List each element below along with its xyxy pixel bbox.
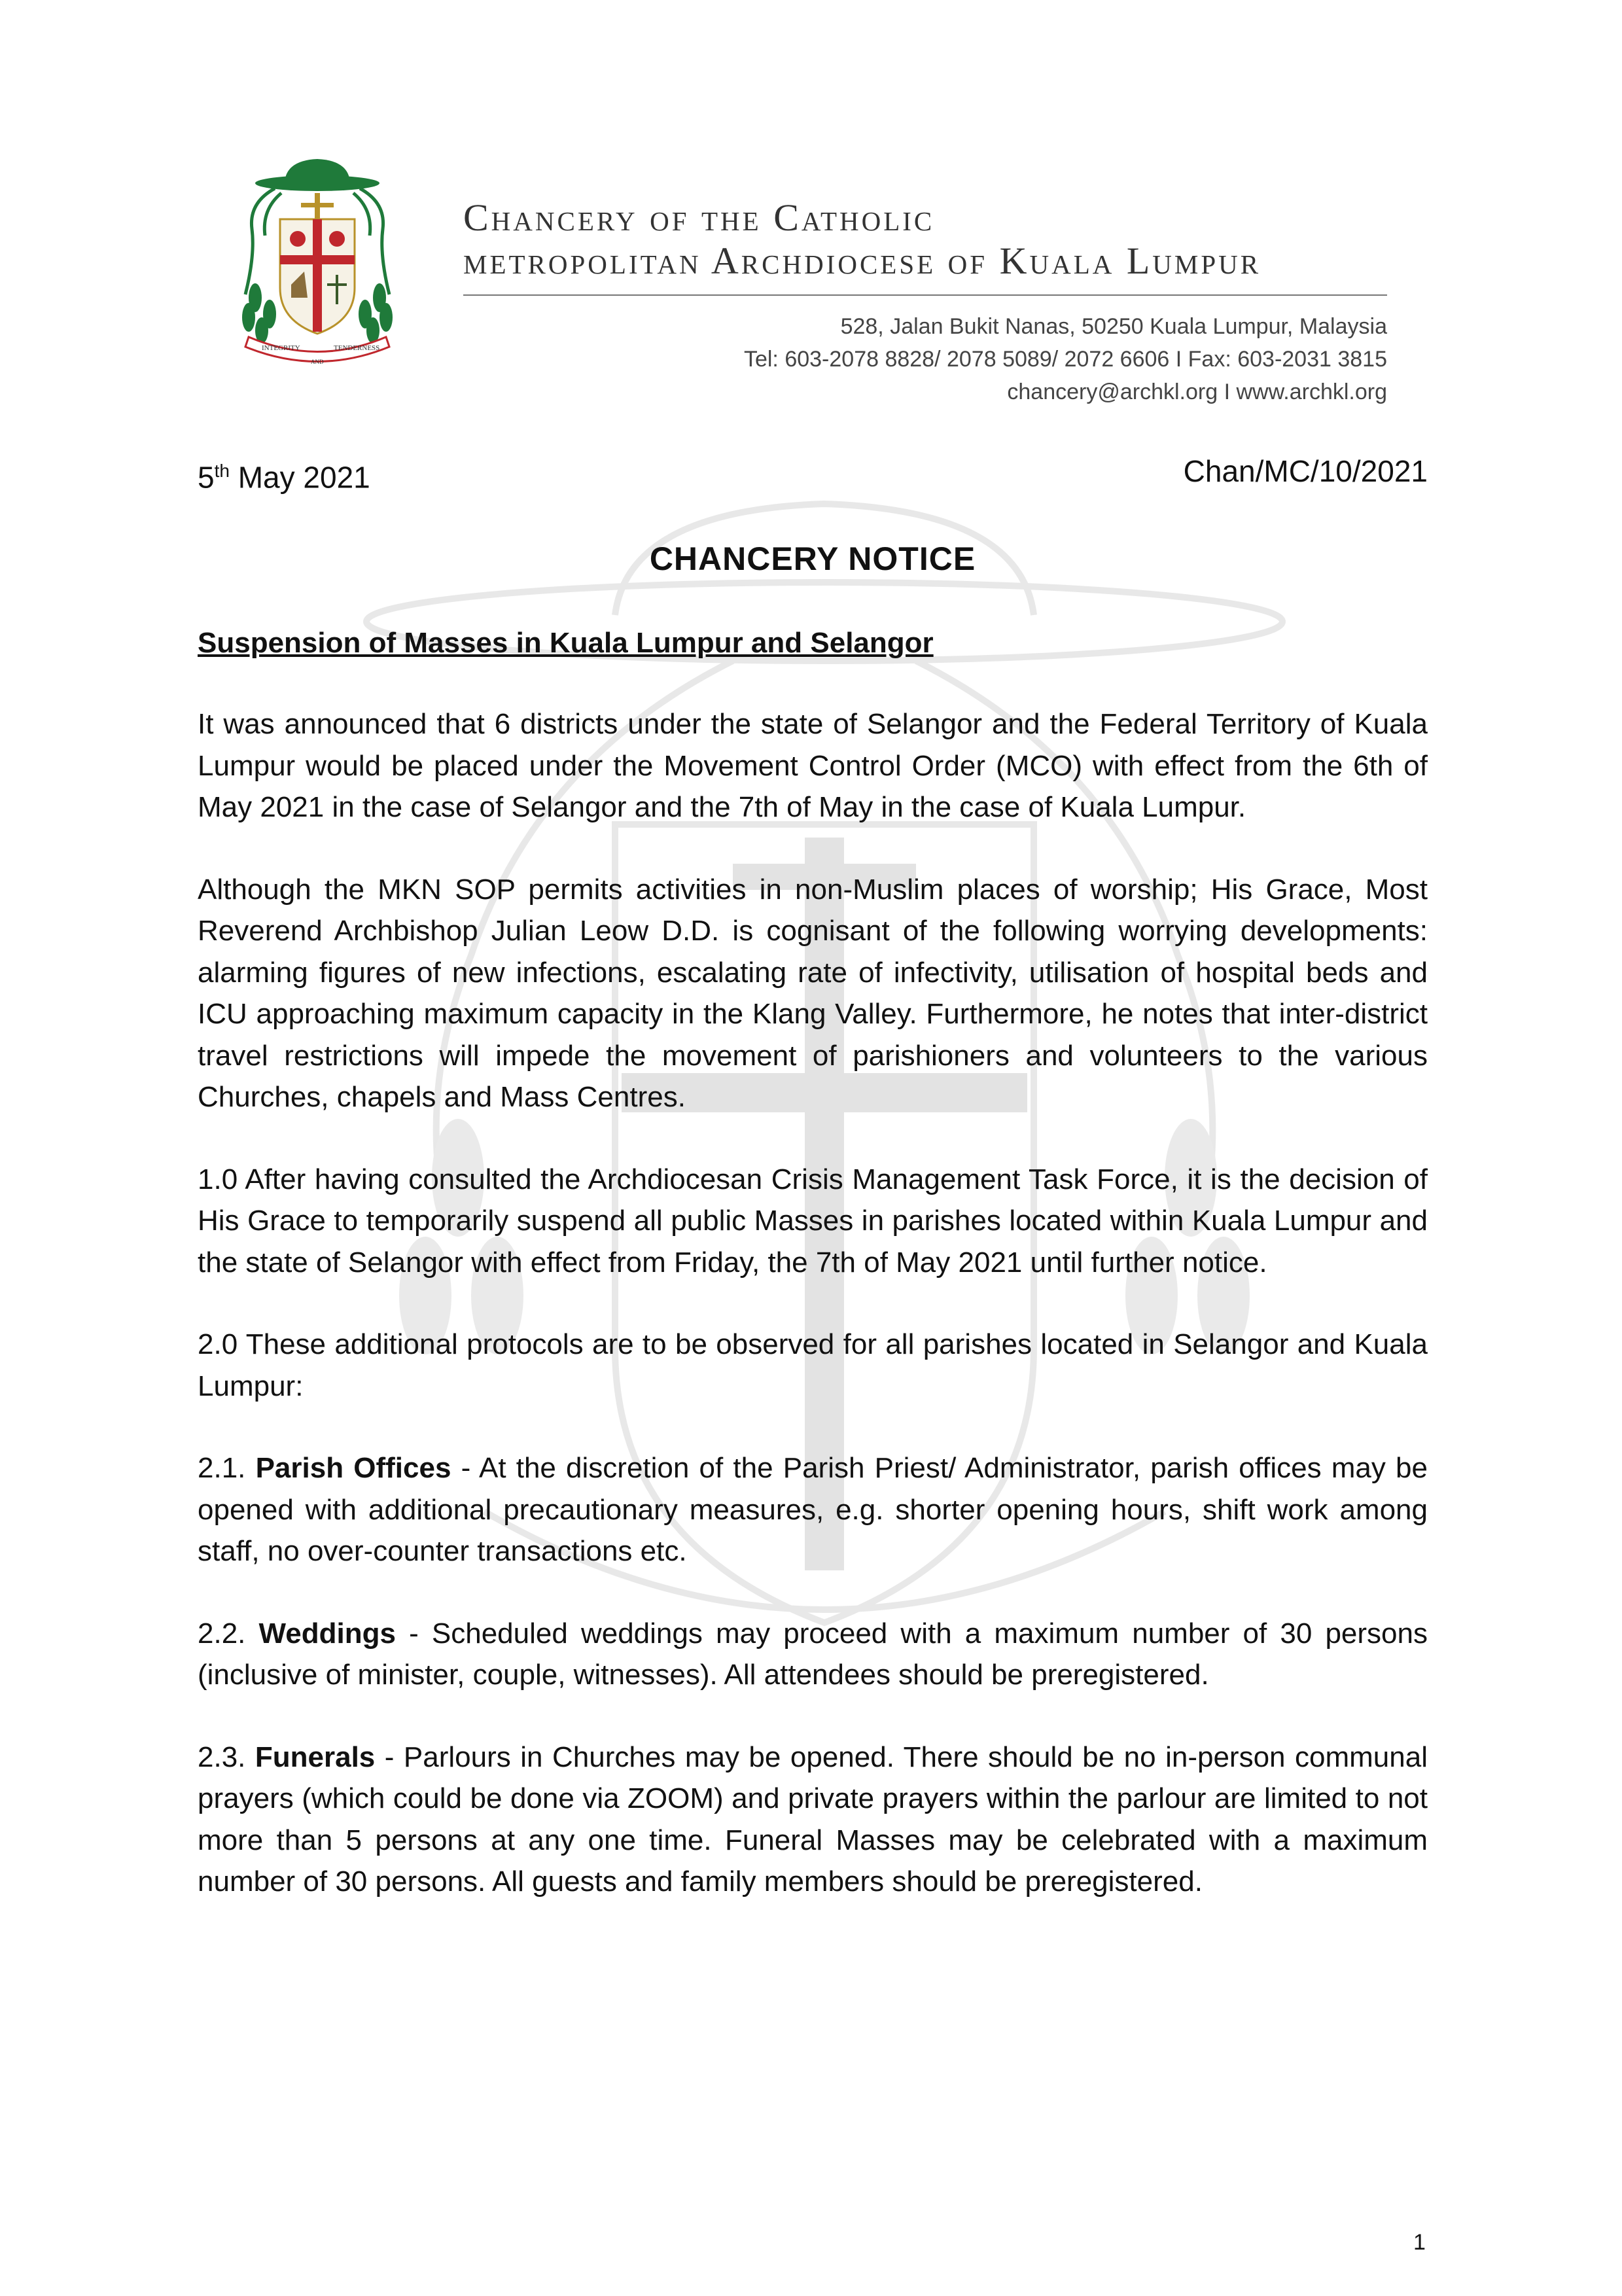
protocol-heading: Parish Offices — [255, 1452, 451, 1485]
protocol-funerals — [198, 1737, 1428, 1903]
address-line-3: chancery@archkl.org I www.archkl.org — [1007, 380, 1387, 404]
address-line-1: 528, Jalan Bukit Nanas, 50250 Kuala Lumpur, Malaysia — [840, 314, 1387, 339]
paragraph-protocols-intro: 2.0 These additional protocols are to be observed for all parishes located in Selangor and Kuala Lumpur: — [198, 1328, 1428, 1402]
letterhead — [463, 196, 1387, 408]
paragraph-decision: 1.0 After having consulted the Archdiocesan Crisis Management Task Force, it is the decision of His Grace to temporarily suspend all public Masses in parishes located within Kuala Lumpur and the state of Selangor with effect from Friday, the 7th of May 2021 until further notice. — [198, 1163, 1428, 1279]
protocol-heading: Weddings — [258, 1617, 396, 1650]
protocol-parish-offices — [198, 1447, 1428, 1572]
protocol-number: 2.2. — [198, 1617, 259, 1650]
date-month-year: May 2021 — [229, 460, 370, 495]
paragraph-announcement: It was announced that 6 districts under the state of Selangor and the Federal Territory of Kuala Lumpur would be placed under the Movement Control Order (MCO) with effect from the 6th of May 2021 in the case of Selangor and the 7th of May in the case of Kuala Lumpur. — [198, 708, 1428, 824]
notice-date — [198, 451, 370, 497]
reference-number: Chan/MC/10/2021 — [1183, 454, 1428, 488]
notice-title: CHANCERY NOTICE — [649, 540, 976, 578]
paragraph-considerations: Although the MKN SOP permits activities in non-Muslim places of worship; His Grace, Most Reverend Archbishop Julian Leow D.D. is cognisant of the following worrying developments: alarming figures of new infections, escalating rate of infectivity, utilisation of hospital beds and ICU approaching maximum capacity in the Klang Valley. Furthermore, he notes that inter-district travel restrictions will impede the movement of parishioners and volunteers to the various Churches, chapels and Mass Centres. — [198, 873, 1428, 1114]
page-number: 1 — [1413, 2230, 1426, 2255]
date-suffix: th — [214, 461, 230, 481]
notice-body — [198, 451, 1428, 1903]
archdiocese-crest-logo — [236, 157, 399, 373]
protocol-number: 2.3. — [198, 1740, 255, 1773]
crest-motto-bottom: AND — [311, 359, 324, 365]
date-reference-row — [198, 451, 1428, 497]
protocol-text: - At the discretion of the Parish Priest/ Administrator, parish offices may be opened with additional precautionary measures, e.g. shorter opening hours, shift work among staff, no over-counter transactions etc. — [198, 1452, 1428, 1568]
address-line-2: Tel: 603-2078 8828/ 2078 5089/ 2072 6606 I Fax: 603-2031 3815 — [743, 347, 1387, 372]
protocol-number: 2.1. — [198, 1452, 256, 1485]
crest-motto-right: TENDERNESS — [334, 344, 380, 352]
protocol-text: - Scheduled weddings may proceed with a maximum number of 30 persons (inclusive of minister, couple, witnesses). All attendees should be preregistered. — [198, 1617, 1428, 1691]
crest-motto-left: INTEGRITY — [262, 344, 300, 352]
protocol-text: - Parlours in Churches may be opened. There should be no in-person communal prayers (which could be done via ZOOM) and private prayers within the parlour are limited to not more than 5 persons at any one time. Funeral Masses may be celebrated with a maximum number of 30 persons. All guests and family members should be preregistered. — [198, 1740, 1428, 1898]
notice-subject: Suspension of Masses in Kuala Lumpur and Selangor — [198, 627, 934, 660]
protocol-weddings — [198, 1613, 1428, 1696]
letterhead-divider — [463, 294, 1387, 296]
protocol-heading: Funerals — [255, 1740, 376, 1773]
date-day: 5 — [198, 460, 215, 495]
org-name-line1: Chancery of the Catholic — [463, 196, 935, 239]
org-name-line2: metropolitan Archdiocese of Kuala Lumpur — [463, 239, 1261, 282]
